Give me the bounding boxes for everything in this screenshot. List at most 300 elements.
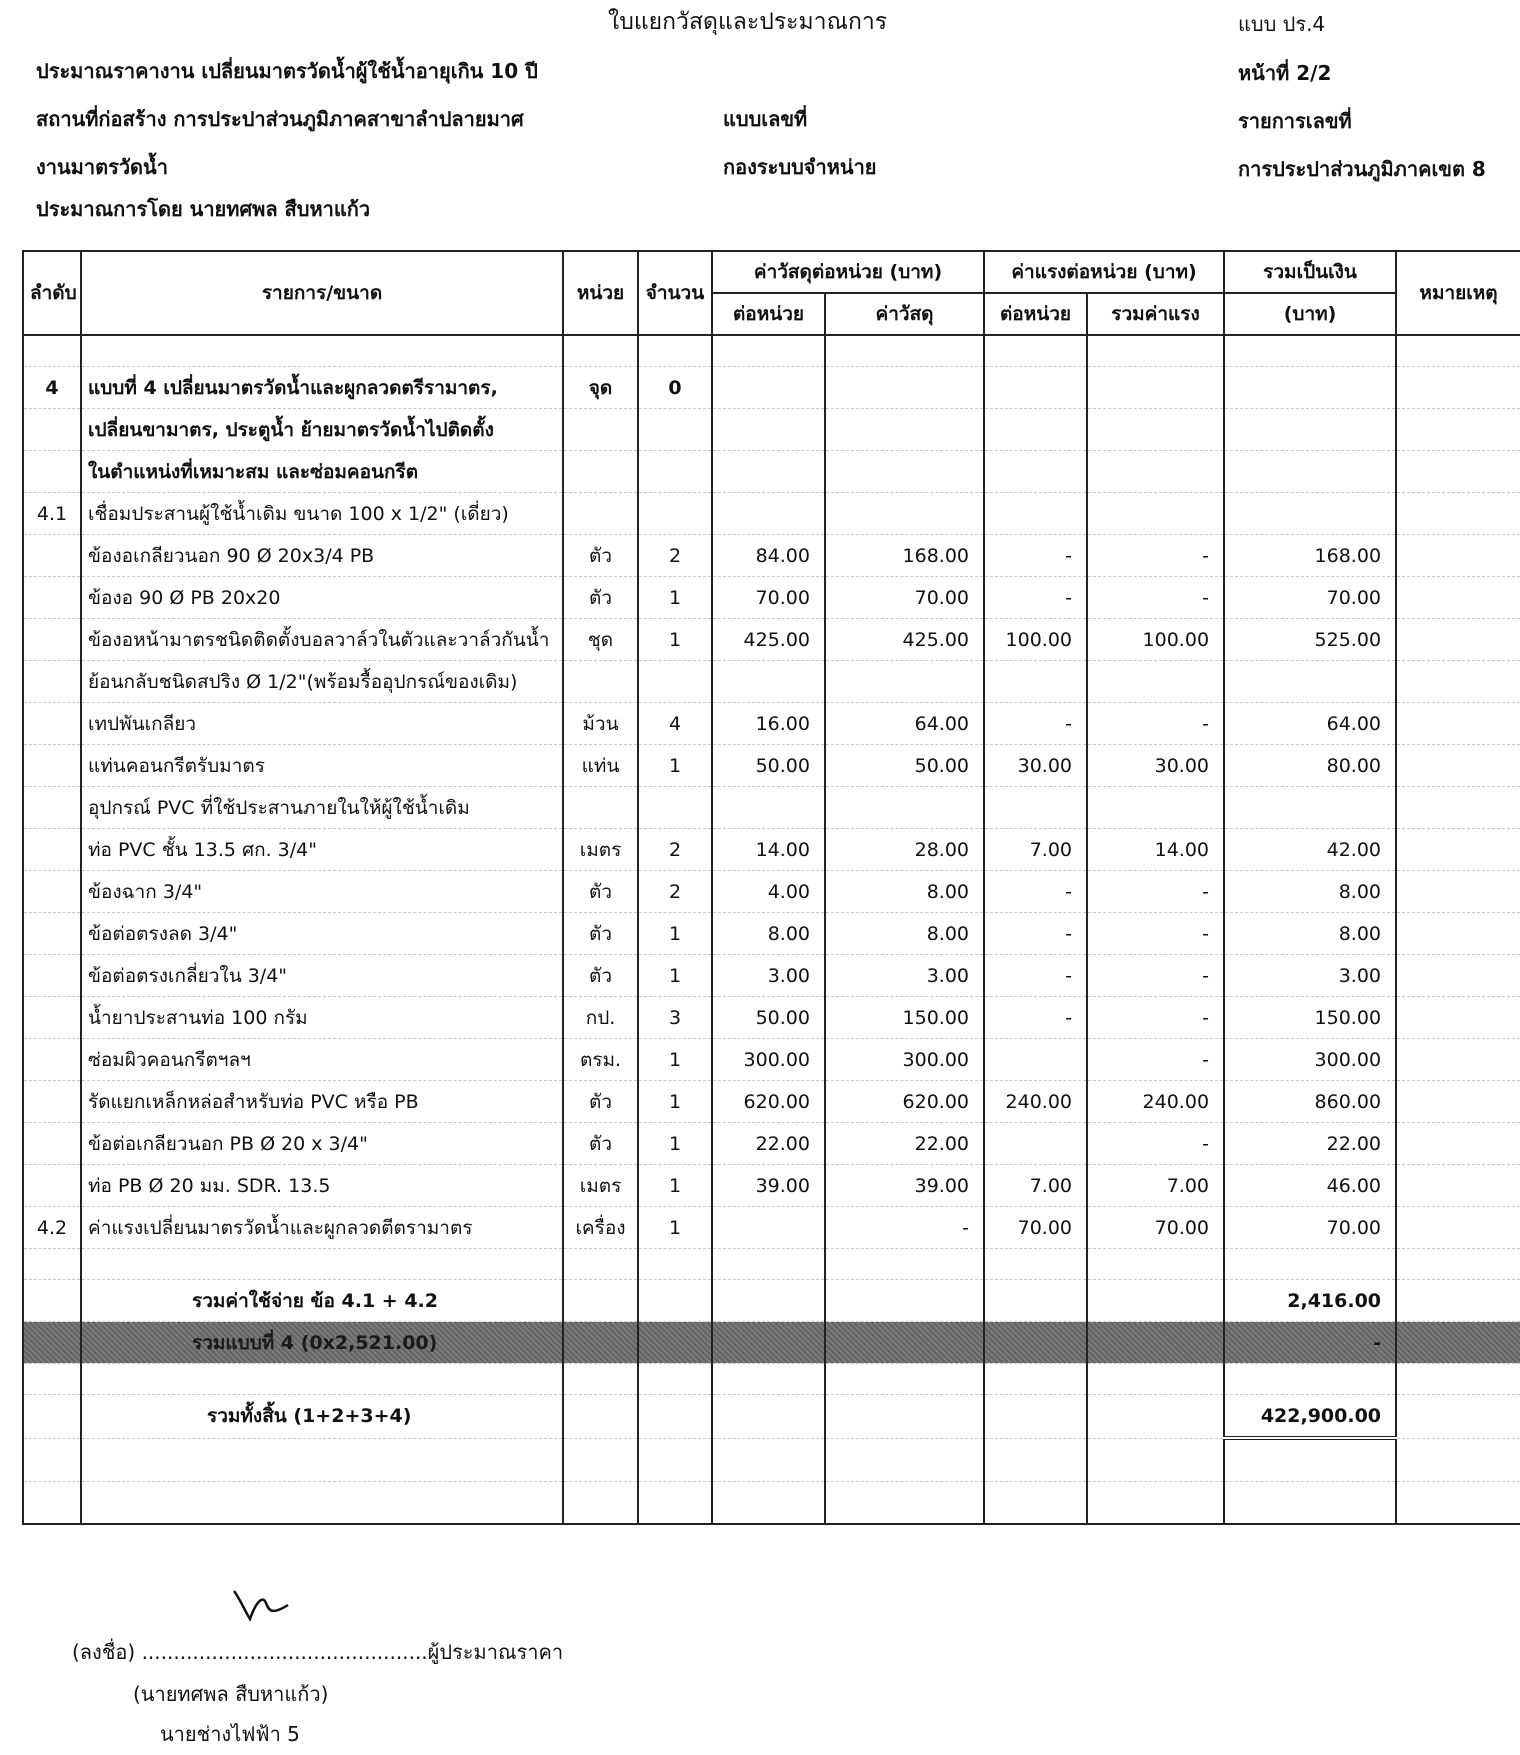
labor-total [1087,661,1224,703]
labor-unit-price: 30.00 [984,745,1087,787]
table-row [23,577,1520,619]
quantity [638,1364,712,1395]
labor-total: - [1087,1123,1224,1165]
row-number [23,1438,81,1482]
labor-unit-price [984,1123,1087,1165]
material-unit-price [712,1438,825,1482]
unit: เครื่อง [563,1207,638,1249]
labor-unit-price: - [984,997,1087,1039]
row-sum: 8.00 [1224,871,1396,913]
remark [1396,787,1520,829]
table-row [23,745,1520,787]
material-unit-price: 22.00 [712,1123,825,1165]
quantity [638,451,712,493]
row-sum: 8.00 [1224,913,1396,955]
item-description: ย้อนกลับชนิดสปริง Ø 1/2"(พร้อมรื้ออุปกรณ์ของเดิม) [81,661,563,703]
table-row [23,913,1520,955]
unit: ตัว [563,871,638,913]
item-number-label: รายการเลขที่ [1238,109,1352,133]
material-unit-price: 300.00 [712,1039,825,1081]
row-number [23,335,81,367]
item-description [81,1438,563,1482]
table-row [23,661,1520,703]
unit [563,335,638,367]
remark [1396,871,1520,913]
row-number [23,871,81,913]
quantity: 1 [638,1123,712,1165]
quantity: 1 [638,745,712,787]
labor-total: - [1087,535,1224,577]
labor-total [1087,335,1224,367]
row-number [23,1482,81,1525]
table-row [23,703,1520,745]
row-sum: 46.00 [1224,1165,1396,1207]
row-sum [1224,1482,1396,1525]
unit [563,1280,638,1322]
material-total [825,1322,984,1364]
remark [1396,1395,1520,1439]
quantity: 2 [638,829,712,871]
header-labor-total: รวมค่าแรง [1087,293,1224,335]
row-number [23,1039,81,1081]
header-item: รายการ/ขนาด [81,251,563,335]
unit: ตัว [563,577,638,619]
unit [563,409,638,451]
header-sum-bottom: (บาท) [1224,293,1396,335]
labor-unit-price [984,493,1087,535]
row-sum [1224,1364,1396,1395]
material-total [825,1482,984,1525]
row-sum: 64.00 [1224,703,1396,745]
quantity: 1 [638,913,712,955]
table-row [23,829,1520,871]
material-total [825,1364,984,1395]
table-row [23,409,1520,451]
item-description [81,1482,563,1525]
table-row [23,367,1520,409]
item-description [81,1364,563,1395]
labor-total: - [1087,871,1224,913]
material-unit-price: 50.00 [712,745,825,787]
quantity: 1 [638,1081,712,1123]
unit [563,787,638,829]
table-row [23,997,1520,1039]
row-sum: - [1224,1322,1396,1364]
labor-total [1087,1482,1224,1525]
header-material-total: ค่าวัสดุ [825,293,984,335]
remark [1396,745,1520,787]
unit [563,1395,638,1439]
remark [1396,829,1520,871]
labor-unit-price [984,1482,1087,1525]
row-number [23,577,81,619]
unit: ตัว [563,913,638,955]
material-unit-price: 4.00 [712,871,825,913]
labor-total [1087,1249,1224,1280]
material-total [825,493,984,535]
item-description: ในตำแหน่งที่เหมาะสม และซ่อมคอนกรีต [81,451,563,493]
material-total: 3.00 [825,955,984,997]
quantity: 2 [638,535,712,577]
quantity [638,1249,712,1280]
unit: ตัว [563,1123,638,1165]
remark [1396,1207,1520,1249]
labor-unit-price: - [984,703,1087,745]
unit: ม้วน [563,703,638,745]
row-sum: 80.00 [1224,745,1396,787]
unit: ตรม. [563,1039,638,1081]
drawing-number-label: แบบเลขที่ [723,107,808,131]
labor-unit-price [984,1280,1087,1322]
material-total [825,661,984,703]
row-sum: 70.00 [1224,577,1396,619]
quantity [638,1280,712,1322]
item-description: ข้องฉาก 3/4" [81,871,563,913]
unit: ชุด [563,619,638,661]
material-unit-price [712,1280,825,1322]
header-no: ลำดับ [23,251,81,335]
labor-total [1087,451,1224,493]
labor-unit-price: 100.00 [984,619,1087,661]
material-total [825,787,984,829]
remark [1396,535,1520,577]
material-total: 425.00 [825,619,984,661]
labor-unit-price: - [984,913,1087,955]
material-total: 8.00 [825,871,984,913]
quantity: 0 [638,367,712,409]
material-total: 70.00 [825,577,984,619]
table-row [23,1123,1520,1165]
row-sum [1224,787,1396,829]
item-description: ข้อต่อตรงลด 3/4" [81,913,563,955]
quantity: 1 [638,1207,712,1249]
estimate-table [22,250,1520,1525]
labor-unit-price: 7.00 [984,1165,1087,1207]
labor-total: 30.00 [1087,745,1224,787]
row-number: 4.1 [23,493,81,535]
remark [1396,1438,1520,1482]
material-unit-price [712,335,825,367]
row-sum: 150.00 [1224,997,1396,1039]
remark [1396,703,1520,745]
material-total [825,451,984,493]
material-unit-price [712,493,825,535]
row-sum [1224,661,1396,703]
unit [563,1438,638,1482]
form-code: แบบ ปร.4 [1238,12,1326,36]
header-qty: จำนวน [638,251,712,335]
labor-unit-price: - [984,955,1087,997]
remark [1396,577,1520,619]
material-total: 168.00 [825,535,984,577]
material-total [825,1395,984,1439]
labor-total: - [1087,703,1224,745]
row-number [23,829,81,871]
material-unit-price [712,409,825,451]
table-row-blank [23,1438,1520,1482]
item-description: ข้อต่อตรงเกลี่ยวใน 3/4" [81,955,563,997]
unit: เมตร [563,1165,638,1207]
quantity [638,1322,712,1364]
labor-unit-price: 7.00 [984,829,1087,871]
item-description: ท่อ PVC ชั้น 13.5 ศก. 3/4" [81,829,563,871]
item-description: รวมค่าใช้จ่าย ข้อ 4.1 + 4.2 [81,1280,563,1322]
quantity: 1 [638,955,712,997]
header-labor-unit: ต่อหน่วย [984,293,1087,335]
material-unit-price: 14.00 [712,829,825,871]
remark [1396,997,1520,1039]
row-number [23,1364,81,1395]
remark [1396,1081,1520,1123]
labor-unit-price [984,661,1087,703]
material-unit-price [712,451,825,493]
labor-total: - [1087,1039,1224,1081]
header-sum-top: รวมเป็นเงิน [1224,251,1396,293]
labor-total [1087,1364,1224,1395]
labor-total: - [1087,997,1224,1039]
row-sum: 422,900.00 [1224,1395,1396,1439]
signer-name: (นายทศพล สืบหาแก้ว) [133,1682,329,1706]
material-unit-price [712,661,825,703]
remark [1396,1165,1520,1207]
material-unit-price [712,1207,825,1249]
remark [1396,1123,1520,1165]
table-row-spacer [23,1364,1520,1395]
quantity: 1 [638,1165,712,1207]
item-description: อุปกรณ์ PVC ที่ใช้ประสานภายในให้ผู้ใช้น้ำเดิม [81,787,563,829]
remark [1396,335,1520,367]
item-description: ข้องอ 90 Ø PB 20x20 [81,577,563,619]
material-unit-price: 8.00 [712,913,825,955]
remark [1396,1280,1520,1322]
labor-unit-price [984,451,1087,493]
row-sum: 42.00 [1224,829,1396,871]
quantity [638,1395,712,1439]
remark [1396,619,1520,661]
row-number [23,703,81,745]
table-row [23,619,1520,661]
material-unit-price [712,1249,825,1280]
item-description: เชื่อมประสานผู้ใช้น้ำเดิม ขนาด 100 x 1/2" (เดี่ยว) [81,493,563,535]
labor-unit-price [984,1438,1087,1482]
estimator: ประมาณการโดย นายทศพล สืบหาแก้ว [36,197,371,221]
row-number [23,787,81,829]
quantity [638,1482,712,1525]
department: งานมาตรวัดน้ำ [36,155,168,179]
material-unit-price [712,1482,825,1525]
table-row-shade [23,1322,1520,1364]
signature-line: (ลงชื่อ) .............................................ผู้ประมาณราคา [72,1640,564,1664]
item-description: ข้องอหน้ามาตรชนิดติดตั้งบอลวาล์วในตัวและวาล์วกันน้ำ [81,619,563,661]
unit: กป. [563,997,638,1039]
table-row [23,1165,1520,1207]
material-unit-price: 70.00 [712,577,825,619]
material-total: - [825,1207,984,1249]
remark [1396,1039,1520,1081]
unit [563,1482,638,1525]
labor-total [1087,367,1224,409]
labor-total: 240.00 [1087,1081,1224,1123]
item-description: แบบที่ 4 เปลี่ยนมาตรวัดน้ำและผูกลวดตรีรามาตร, [81,367,563,409]
unit: ตัว [563,955,638,997]
labor-total [1087,493,1224,535]
material-total [825,1249,984,1280]
remark [1396,661,1520,703]
table-row-subtotal [23,1280,1520,1322]
unit: เมตร [563,829,638,871]
labor-total [1087,1438,1224,1482]
quantity [638,335,712,367]
material-total: 64.00 [825,703,984,745]
labor-unit-price [984,1322,1087,1364]
quantity: 4 [638,703,712,745]
remark [1396,1482,1520,1525]
header-remark: หมายเหตุ [1396,251,1520,335]
row-sum [1224,1249,1396,1280]
table-row-spacer [23,335,1520,367]
table-row-total [23,1395,1520,1439]
table-row [23,871,1520,913]
material-total: 39.00 [825,1165,984,1207]
region: การประปาส่วนภูมิภาคเขต 8 [1238,157,1486,181]
item-description: รัดแยกเหล็กหล่อสำหรับท่อ PVC หรือ PB [81,1081,563,1123]
signer-position: นายช่างไฟฟ้า 5 [160,1722,300,1746]
table-row [23,493,1520,535]
row-number: 4.2 [23,1207,81,1249]
item-description [81,1249,563,1280]
unit: แท่น [563,745,638,787]
labor-unit-price [984,335,1087,367]
material-unit-price [712,367,825,409]
material-unit-price: 39.00 [712,1165,825,1207]
table-row [23,1081,1520,1123]
header-labor-group: ค่าแรงต่อหน่วย (บาท) [984,251,1224,293]
item-description: ซ่อมผิวคอนกรีตฯลฯ [81,1039,563,1081]
remark [1396,1249,1520,1280]
material-total [825,367,984,409]
table-row [23,1039,1520,1081]
material-unit-price: 620.00 [712,1081,825,1123]
table-row-blank [23,1482,1520,1525]
item-description: ท่อ PB Ø 20 มม. SDR. 13.5 [81,1165,563,1207]
item-description: ข้องอเกลียวนอก 90 Ø 20x3/4 PB [81,535,563,577]
labor-total [1087,409,1224,451]
labor-unit-price [984,367,1087,409]
construction-site: สถานที่ก่อสร้าง การประปาส่วนภูมิภาคสาขาลำปลายมาศ [36,107,524,131]
signature-mark [228,1585,298,1625]
labor-total [1087,1395,1224,1439]
item-description: เปลี่ยนขามาตร, ประตูน้ำ ย้ายมาตรวัดน้ำไปติดตั้ง [81,409,563,451]
table-row [23,451,1520,493]
labor-total: - [1087,913,1224,955]
header-material-unit: ต่อหน่วย [712,293,825,335]
material-total: 300.00 [825,1039,984,1081]
material-unit-price [712,1395,825,1439]
row-sum: 860.00 [1224,1081,1396,1123]
material-unit-price: 50.00 [712,997,825,1039]
material-unit-price: 425.00 [712,619,825,661]
page-number: หน้าที่ 2/2 [1238,61,1332,85]
row-sum: 300.00 [1224,1039,1396,1081]
row-number [23,1395,81,1439]
row-number [23,409,81,451]
remark [1396,1364,1520,1395]
row-number [23,1249,81,1280]
labor-unit-price [984,409,1087,451]
row-number [23,661,81,703]
material-unit-price: 84.00 [712,535,825,577]
row-number [23,535,81,577]
row-number [23,745,81,787]
quantity: 1 [638,577,712,619]
row-sum: 22.00 [1224,1123,1396,1165]
item-description: รวมแบบที่ 4 (0x2,521.00) [81,1322,563,1364]
item-description: น้ำยาประสานท่อ 100 กรัม [81,997,563,1039]
quantity [638,493,712,535]
quantity: 2 [638,871,712,913]
labor-total: 100.00 [1087,619,1224,661]
labor-unit-price [984,1364,1087,1395]
item-description: รวมทั้งสิ้น (1+2+3+4) [81,1395,563,1439]
labor-total [1087,1280,1224,1322]
item-description: ข้อต่อเกลียวนอก PB Ø 20 x 3/4" [81,1123,563,1165]
material-unit-price: 16.00 [712,703,825,745]
quantity [638,787,712,829]
row-number [23,1165,81,1207]
labor-total: 7.00 [1087,1165,1224,1207]
item-description: เทปพันเกลียว [81,703,563,745]
table-row [23,787,1520,829]
labor-unit-price: 240.00 [984,1081,1087,1123]
unit [563,1322,638,1364]
row-number [23,1322,81,1364]
quantity: 1 [638,619,712,661]
row-number [23,955,81,997]
labor-unit-price: - [984,535,1087,577]
row-number [23,1081,81,1123]
material-total [825,335,984,367]
table-row-spacer [23,1249,1520,1280]
unit [563,1249,638,1280]
row-number: 4 [23,367,81,409]
item-description: ค่าแรงเปลี่ยนมาตรวัดน้ำและผูกลวดตีตรามาตร [81,1207,563,1249]
labor-unit-price [984,787,1087,829]
labor-unit-price [984,1039,1087,1081]
row-sum [1224,409,1396,451]
row-sum [1224,1438,1396,1482]
quantity [638,661,712,703]
unit: จุด [563,367,638,409]
labor-unit-price: - [984,871,1087,913]
material-total: 28.00 [825,829,984,871]
row-sum: 70.00 [1224,1207,1396,1249]
header-unit: หน่วย [563,251,638,335]
row-sum [1224,451,1396,493]
labor-total [1087,1322,1224,1364]
material-unit-price: 3.00 [712,955,825,997]
material-total: 620.00 [825,1081,984,1123]
row-number [23,1280,81,1322]
row-sum: 2,416.00 [1224,1280,1396,1322]
labor-unit-price: 70.00 [984,1207,1087,1249]
material-total [825,1280,984,1322]
unit [563,493,638,535]
table-row [23,955,1520,997]
row-sum: 168.00 [1224,535,1396,577]
quantity: 3 [638,997,712,1039]
unit [563,661,638,703]
material-total: 50.00 [825,745,984,787]
